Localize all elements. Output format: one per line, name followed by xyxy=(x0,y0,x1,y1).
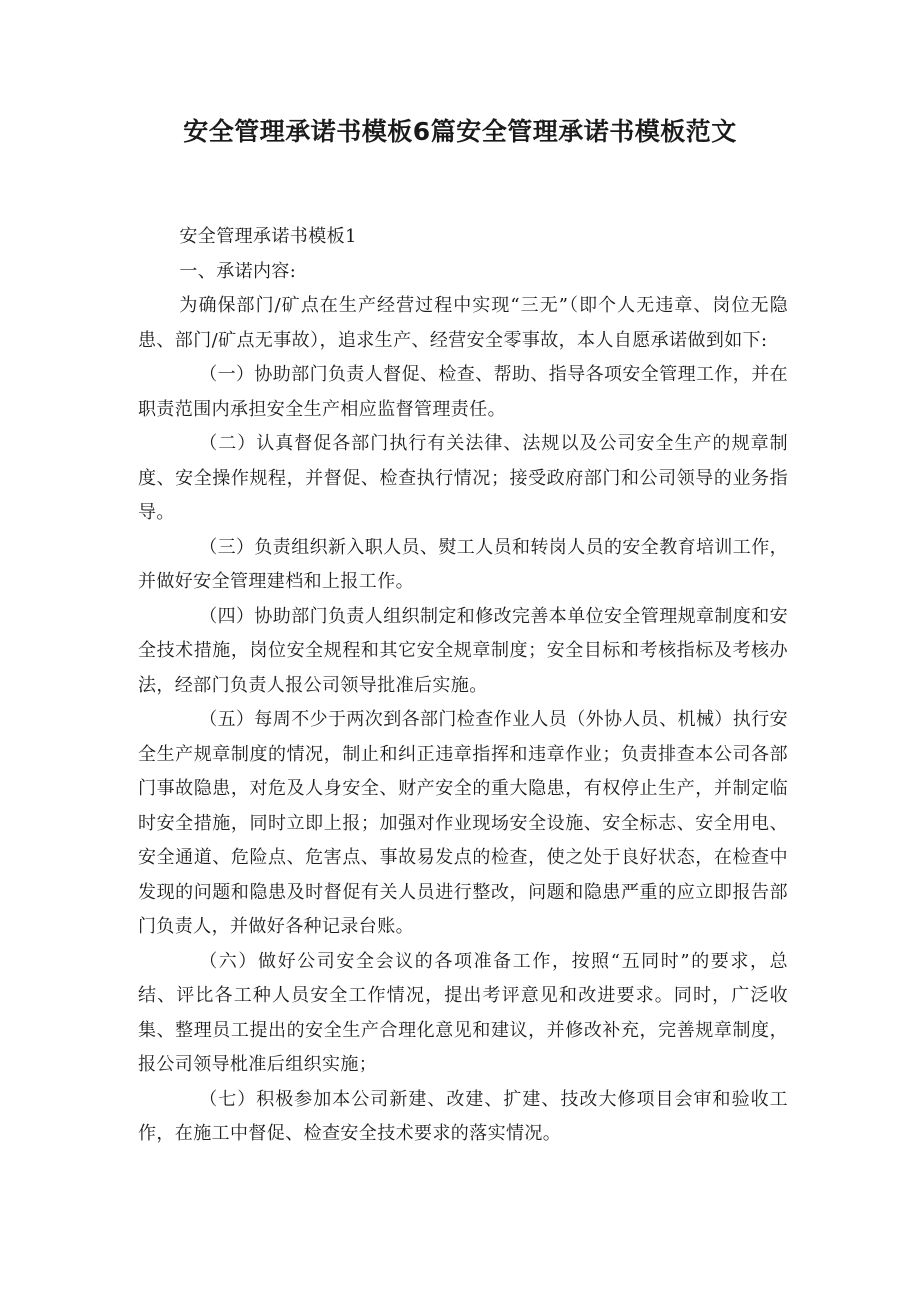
commitment-item-4: （四）协助部门负责人组织制定和修改完善本单位安全管理规章制度和安全技术措施，岗位安全规程和其它安全规章制度；安全目标和考核指标及考核办法，经部门负责人报公司领导批准后实施。 xyxy=(138,605,788,696)
document-body xyxy=(138,220,788,1152)
commitment-item-1: （一）协助部门负责人督促、检查、帮助、指导各项安全管理工作，并在职责范围内承担安全生产相应监督管理责任。 xyxy=(138,364,788,420)
document-title: 安全管理承诺书模板6篇安全管理承诺书模板范文 xyxy=(183,117,737,146)
section-heading: 一、承诺内容: xyxy=(179,260,297,282)
commitment-item-6: （六）做好公司安全会议的各项准备工作，按照“五同时”的要求，总结、评比各工种人员安全工作情况，提出考评意见和改进要求。同时，广泛收集、整理员工提出的安全生产合理化意见和建议，并修改补充，完善规章制度，报公司领导枇准后组织实施； xyxy=(138,950,788,1075)
intro-paragraph: 为确保部门/矿点在生产经营过程中实现“三无”（即个人无违章、岗位无隐患、部门/矿点无事故），追求生产、经营安全零事故，本人自愿承诺做到如下: xyxy=(138,295,788,351)
commitment-item-5: （五）每周不少于两次到各部门检查作业人员（外协人员、机械）执行安全生产规章制度的情况，制止和纠正违章指挥和违章作业；负责排查本公司各部门事故隐患，对危及人身安全、财产安全的重大隐患，有权停止生产，并制定临时安全措施，同时立即上报；加强对作业现场安全设施、安全标志、安全用电、安全通道、危险点、危害点、事故易发点的检查，使之处于良好状态，在检查中发现的问题和隐患及时督促有关人员进行整改，问题和隐患严重的应立即报告部门负责人，并做好各种记录台账。 xyxy=(138,709,788,937)
commitment-item-2: （二）认真督促各部门执行有关法律、法规以及公司安全生产的规章制度、安全操作规程，并督促、检查执行情况；接受政府部门和公司领导的业务指导。 xyxy=(138,433,788,523)
template-subtitle: 安全管理承诺书模板1 xyxy=(179,226,357,247)
commitment-item-3: （三）负责组织新入职人员、熨工人员和转岗人员的安全教育培训工作，并做好安全管理建档和上报工作。 xyxy=(138,536,788,592)
commitment-item-7: （七）积极参加本公司新建、改建、扩建、技改大修项目会审和验收工作，在施工中督促、检查安全技术要求的落实情况。 xyxy=(138,1088,788,1144)
